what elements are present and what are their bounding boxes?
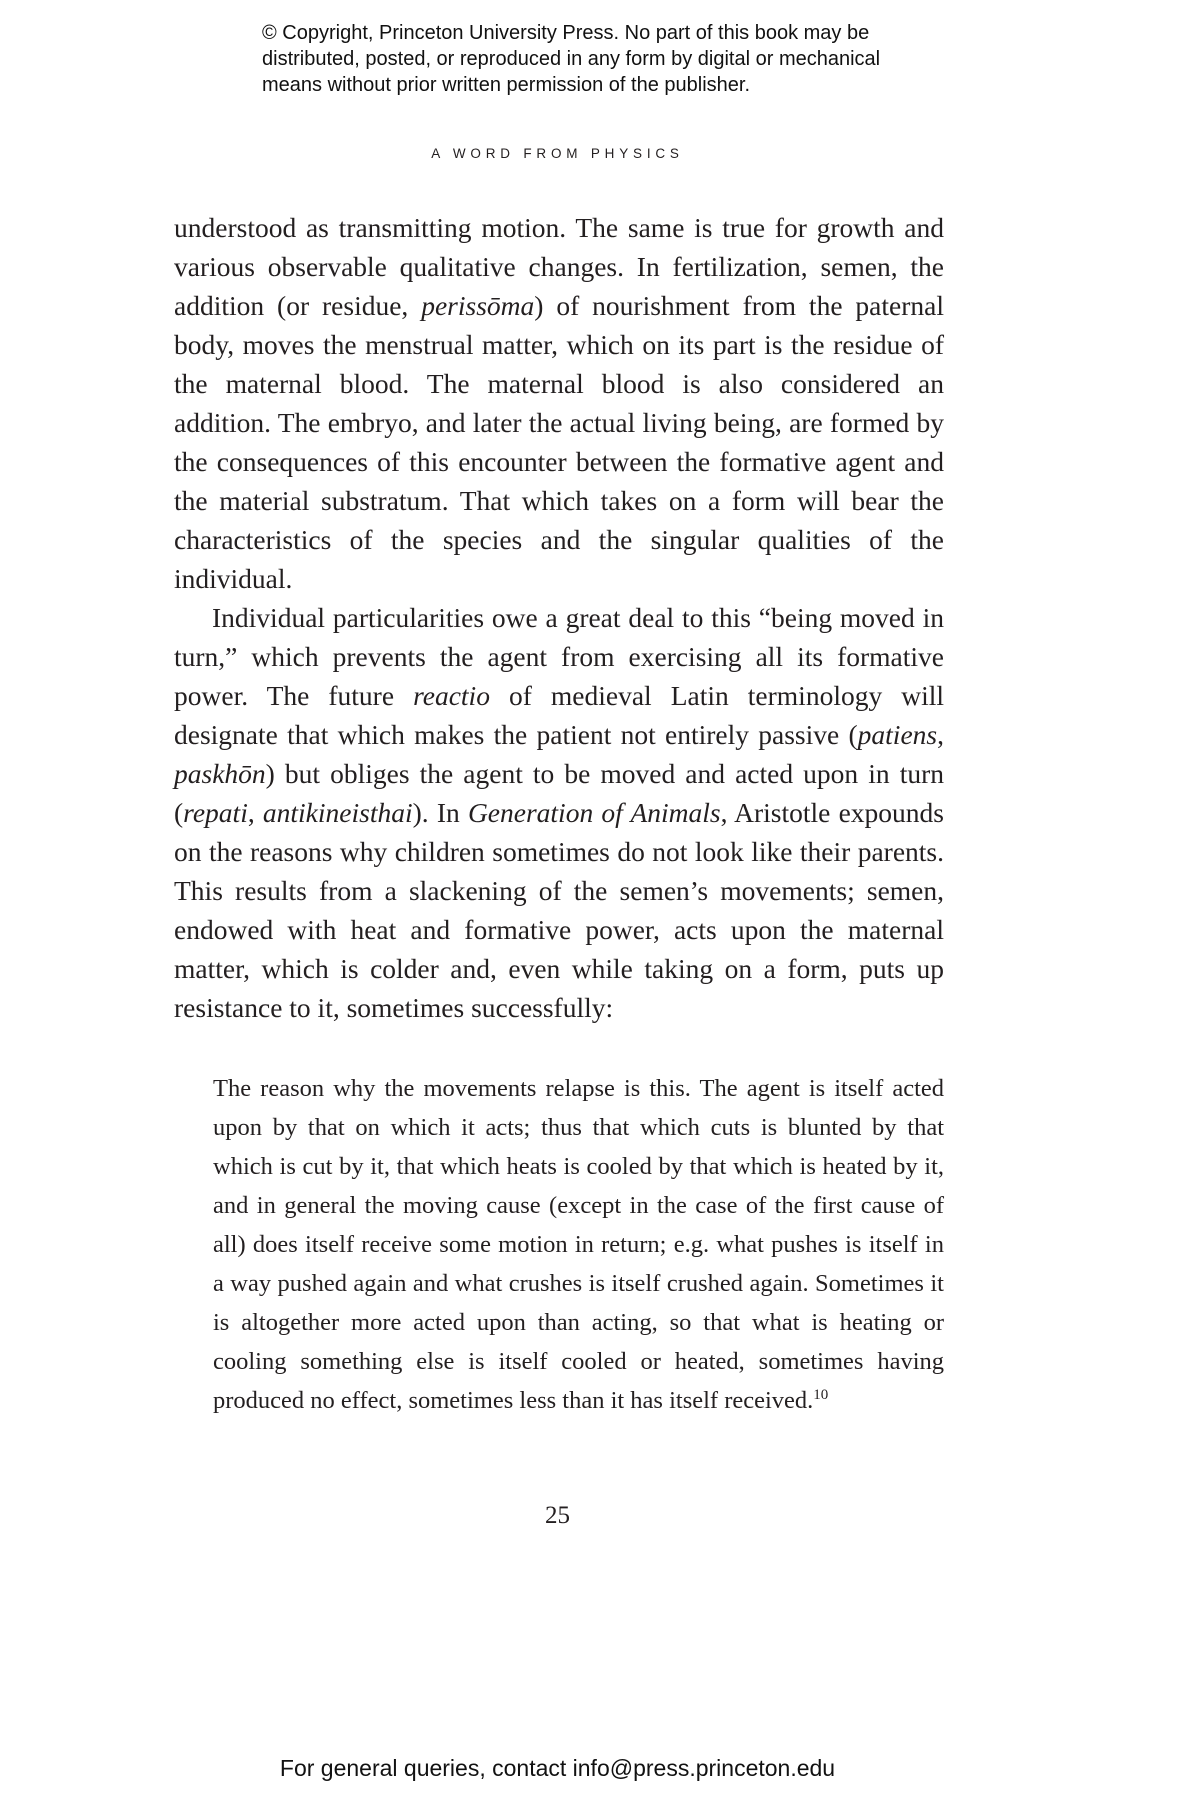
footnote-reference[interactable]: 10: [813, 1386, 829, 1403]
paragraph-2-text-5: ,: [247, 797, 263, 828]
copyright-line-3: means without prior written permission of the publisher.: [262, 74, 751, 96]
paragraph-2-text-4: ) but obliges the agent to be moved and acted upon in turn (: [174, 758, 944, 828]
paragraph-2-italic-2: patiens: [857, 719, 938, 750]
paragraph-2-italic-1: reactio: [413, 680, 490, 711]
page-number: 25: [545, 1502, 570, 1529]
block-quote-text: The reason why the movements relapse is this. The agent is itself acted upon by that on which it acts; thus that which cuts is blunted by that which is cut by it, that which heats is cooled by that which is heated by it, and in general the moving cause (except in the case of the first cause of all) does itself receive some motion in return; e.g. what pushes is itself in a way pushed again and what crushes is itself crushed again. Sometimes it is altogether more acted upon than acting, so that what is heating or cooling something else is itself cooled or heated, sometimes having produced no effect, sometimes less than it has itself received.: [213, 1075, 944, 1414]
paragraph-2: [174, 598, 944, 1027]
copyright-notice: [262, 20, 982, 98]
paragraph-2-italic-4: repati: [183, 797, 248, 828]
paragraph-2-text-1: Individual particularities owe a great deal to this “being moved in turn,” which prevents the agent from exercising all its formative power. The future: [174, 602, 944, 711]
paragraph-1-text-2: ) of nourishment from the paternal body, moves the menstrual matter, which on its part is the residue of the maternal blood. The maternal blood is also considered an addition. The embryo, and later the actual living being, are formed by the consequences of this encounter between the formative agent and the material substratum. That which takes on a form will bear the characteristics of the species and the singular qualities of the individual.: [174, 290, 944, 594]
paragraph-1: [174, 208, 944, 598]
paragraph-2-italic-3: paskhōn: [174, 758, 266, 789]
paragraph-2-italic-6: Generation of Animals: [467, 797, 721, 828]
contact-line: For general queries, contact info@press.princeton.edu: [279, 1755, 836, 1781]
paragraph-2-text-7: , Aristotle expounds on the reasons why children sometimes do not look like their parents. This results from a slackening of the semen’s movements; semen, endowed with heat and formative power, acts upon the maternal matter, which is colder and, even while taking on a form, puts up resistance to it, sometimes successfully:: [174, 797, 944, 1023]
copyright-line-2: distributed, posted, or reproduced in any form by digital or mechanical: [262, 48, 881, 70]
paragraph-1-italic-1: perissōma: [421, 290, 535, 321]
paragraph-2-text-6: ). In: [412, 797, 468, 828]
paragraph-2-text-3: ,: [937, 719, 944, 750]
paragraph-1-text-1: understood as transmitting motion. The same is true for growth and various observable qualitative changes. In fertilization, semen, the addition (or residue,: [174, 212, 944, 321]
body-text: [174, 208, 944, 1027]
block-quote: [213, 1069, 944, 1420]
paragraph-2-italic-5: antikineisthai: [262, 797, 413, 828]
running-head: A WORD FROM PHYSICS: [431, 146, 684, 161]
copyright-line-1: © Copyright, Princeton University Press. No part of this book may be: [262, 22, 870, 44]
paragraph-2-text-2: of medieval Latin terminology will designate that which makes the patient not entirely passive (: [174, 680, 945, 750]
